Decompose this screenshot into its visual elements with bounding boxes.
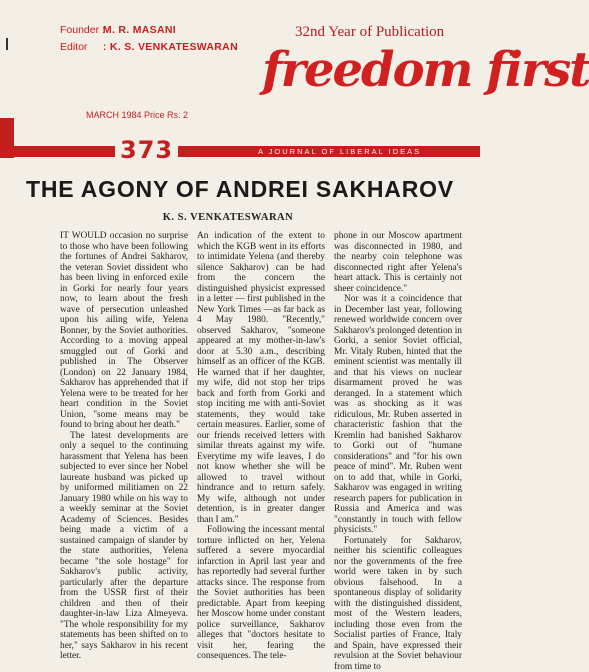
paragraph: The latest developments are only a sequel to the continuing harassment that Yelena has been subjected to ever since her Nobel laureate husband was picked up by uniformed militiamen on 22 January 1980 while on his way to a weekly seminar at the Soviet Academy of Sciences. Besides being made a victim of a sustained campaign of slander by the state authorities, Yelena became "the sole hostage" for Sakharov's public activity, particularly after the departure from the USSR first of their children and then of their daughter-in-law Liza Almeyeva. "The whole responsibility for my statements has been shifted on to her," says Sakharov in his recent letter. <box>60 431 188 662</box>
paragraph: Following the incessant mental torture inflicted on her, Yelena suffered a severe myocardial infarction in April last year and has reportedly had several further attacks since. The response from the Soviet authorities has been predictable. Apart from keeping her Moscow home under constant police surveillance, Sakharov alleges that "doctors hesitate to visit her, fearing the consequences. The tele- <box>197 525 325 662</box>
article-byline: K. S. VENKATESWARAN <box>138 212 318 223</box>
margin-mark <box>6 38 8 50</box>
editor-role: Editor <box>60 39 100 56</box>
editor-name: : K. S. VENKATESWARAN <box>103 41 238 53</box>
masthead <box>0 0 480 160</box>
credits <box>60 22 238 56</box>
journal-tagline: A JOURNAL OF LIBERAL IDEAS <box>258 147 421 156</box>
year-of-publication: 32nd Year of Publication <box>295 24 444 41</box>
editor-row <box>60 39 238 56</box>
paragraph: Fortunately for Sakharov, neither his scientific colleagues nor the governments of the free world were taken in by such obvious falsehood. In a spontaneous display of solidarity with the distinguished dissident, most of the Western leaders, including those even from the Socialist parties of France, Italy and Spain, have expressed their revulsion at the Soviet behaviour from time to <box>334 536 462 672</box>
paragraph: phone in our Moscow apartment was disconnected in 1980, and the nearby coin telephone was disconnected right after Yelena's heart attack. This is certainly not sheer coincidence." <box>334 231 462 294</box>
founder-name: M. R. MASANI <box>103 24 176 36</box>
issue-date-price: MARCH 1984 Price Rs. 2 <box>86 110 188 120</box>
paragraph: An indication of the extent to which the KGB went in its efforts to intimidate Yelena (and thereby silence Sakharov) can be had from the concern the distinguished physicist expressed in a letter — first published in the New York Times —as far back as 4 May 1980. "Recently," observed Sakharov, "someone appeared at my mother-in-law's door at 5.30 a.m., describing himself as an officer of the KGB. He warned that if her daughter, my wife, did not stop her trips back and forth from Gorki and stop inciting me with anti-Soviet statements, they would take certain measures. Earlier, some of our friends received letters with similar threats against my wife. Everytime my wife leaves, I do not know whether she will be allowed to travel without hindrance and to return safely. My wife, although not under detention, is in greater danger than I am." <box>197 231 325 525</box>
founder-role: Founder : <box>60 22 100 39</box>
column-2 <box>197 231 325 622</box>
left-red-tab <box>0 118 14 158</box>
article-title: THE AGONY OF ANDREI SAKHAROV <box>0 176 480 203</box>
issue-number: 373 <box>115 136 178 164</box>
founder-row <box>60 22 238 39</box>
article-body <box>60 231 460 622</box>
freedom-first-logo: freedom first <box>262 42 589 98</box>
paragraph: IT WOULD occasion no surprise to those who have been following the fortunes of Andrei Sakharov, the veteran Soviet dissident who has been living in enforced exile in Gorki for nearly four years now, to learn about the fresh wave of persecution unleashed upon his ailing wife, Yelena Bonner, by the Soviet authorities. According to a moving appeal smuggled out of Gorki and published in The Observer (London) on 22 January 1984, Sakharov has apprehended that if Yelena were to be treated for her heart condition in the Soviet Union, "some means may be found to bring about her death." <box>60 231 188 431</box>
column-1 <box>60 231 188 622</box>
paragraph: Nor was it a coincidence that in December last year, following renewed worldwide concern over Sakharov's prolonged detention in Gorki, a senior Soviet official, Mr. Vitaly Ruben, hinted that the eminent scientist was mentally ill and that his views on nuclear disarmament proved he was deranged. In a statement which was as shocking as it was ridiculous, Mr. Ruben asserted in characteristic fashion that the Kremlin had banished Sakharov to Gorki out of "humane considerations" and "for his own peace of mind". Mr. Ruben went on to add that, while in Gorki, Sakharov was engaged in writing research papers for publication in Russia and America and was "constantly in touch with fellow physicists." <box>334 294 462 536</box>
column-3 <box>334 231 462 622</box>
